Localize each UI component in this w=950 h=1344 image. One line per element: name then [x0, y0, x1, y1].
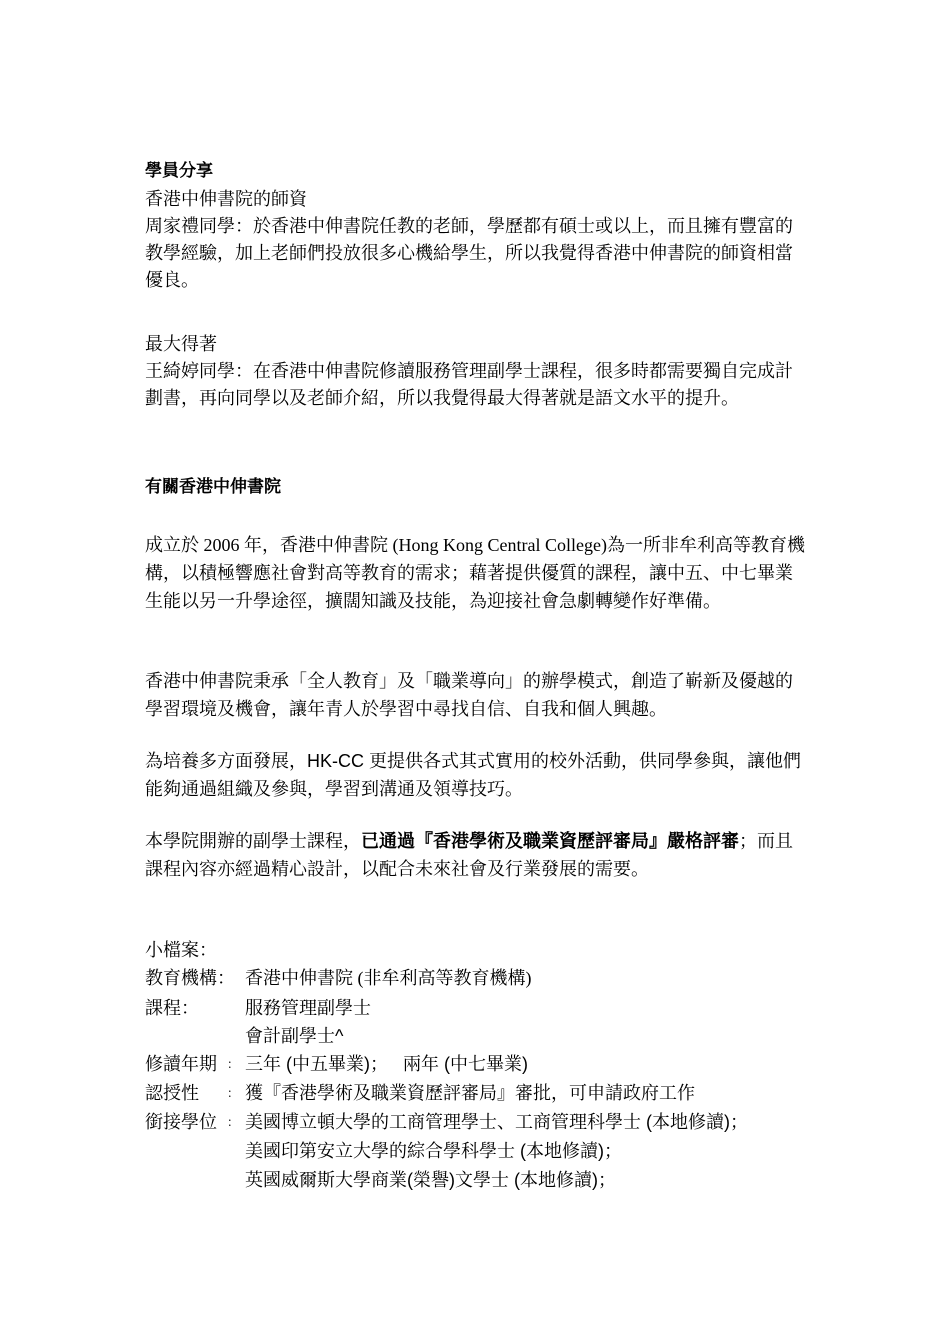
sharing-heading: 學員分享: [145, 161, 213, 180]
profile-row-course: [145, 994, 805, 1022]
profile-value-degree-1: 美國博立頓大學的工商管理學士、工商管理科學士 (本地修讀)；: [245, 1112, 748, 1132]
sharing-item1-body: 周家禮同學：於香港中伸書院任教的老師，學歷都有碩士或以上，而且擁有豐富的教學經驗，加上老師們投放很多心機給學生，所以我覺得香港中伸書院的師資相當優良。: [145, 216, 793, 290]
profile-value-years: 三年 (中五畢業)； 兩年 (中七畢業): [245, 1054, 528, 1074]
profile-row-years: 修讀年期 ： 三年 (中五畢業)； 兩年 (中七畢業): [145, 1050, 805, 1078]
profile-label-years: 修讀年期: [145, 1054, 217, 1074]
about-heading: 有關香港中伸書院: [145, 477, 281, 496]
profile-label-accreditation: 認授性: [145, 1083, 199, 1103]
profile-row-course-2: [145, 1022, 805, 1050]
profile-row-institution: [145, 964, 805, 992]
profile-row-accreditation: 認授性 ： 獲『香港學術及職業資歷評審局』審批，可申請政府工作: [145, 1079, 805, 1107]
profile-value-accreditation: 獲『香港學術及職業資歷評審局』審批，可申請政府工作: [245, 1083, 695, 1103]
about-paragraph-2: 香港中伸書院秉承「全人教育」及「職業導向」的辦學模式，創造了嶄新及優越的學習環境及機會，讓年青人於學習中尋找自信、自我和個人興趣。: [145, 671, 793, 719]
profile-value-degree-2: 美國印第安立大學的綜合學科學士 (本地修讀)；: [245, 1141, 622, 1161]
profile-row-degree: 銜接學位 ： 美國博立頓大學的工商管理學士、工商管理科學士 (本地修讀)；: [145, 1108, 805, 1136]
accreditation-highlight: 已通過『香港學術及職業資歷評審局』嚴格評審: [361, 831, 739, 851]
sharing-item2-title: 最大得著: [145, 334, 217, 354]
profile-label-institution: 教育機構：: [145, 968, 235, 988]
profile-value-institution: 香港中伸書院 (非牟利高等教育機構): [245, 968, 532, 988]
profile-row-degree-2: [145, 1137, 805, 1165]
about-paragraph-4-rest: ；而且課程內容亦經過精心設計，以配合未來社會及行業發展的需要。: [145, 831, 793, 879]
about-paragraph-4: [145, 827, 805, 883]
profile-value-course-1: 服務管理副學士: [245, 998, 371, 1018]
about-paragraph-1: 成立於 2006 年，香港中伸書院 (Hong Kong Central College)為一所非牟利高等教育機構，以積極響應社會對高等教育的需求；藉著提供優質的課程，讓中五、中七畢業生能以另一升學途徑，擴闊知識及技能，為迎接社會急劇轉變作好準備。: [145, 535, 805, 611]
profile-value-course-2: 會計副學士^: [245, 1026, 344, 1046]
profile-row-degree-3: [145, 1166, 805, 1194]
sharing-item2-body: 王綺婷同學：在香港中伸書院修讀服務管理副學士課程，很多時都需要獨自完成計劃書，再向同學以及老師介紹，所以我覺得最大得著就是語文水平的提升。: [145, 361, 793, 408]
profile-heading: 小檔案：: [145, 940, 217, 960]
profile-value-degree-3: 英國威爾斯大學商業(榮譽)文學士 (本地修讀)；: [245, 1170, 616, 1190]
profile-label-degree: 銜接學位: [145, 1112, 217, 1132]
sharing-item1-title: 香港中伸書院的師資: [145, 189, 307, 209]
profile-label-course: 課程：: [145, 998, 199, 1018]
about-paragraph-4-intro: 本學院開辦的副學士課程，: [145, 831, 361, 851]
about-paragraph-3: 為培養多方面發展，HK-CC 更提供各式其式實用的校外活動，供同學參與，讓他們能夠通過組織及參與，學習到溝通及領導技巧。: [145, 751, 801, 799]
